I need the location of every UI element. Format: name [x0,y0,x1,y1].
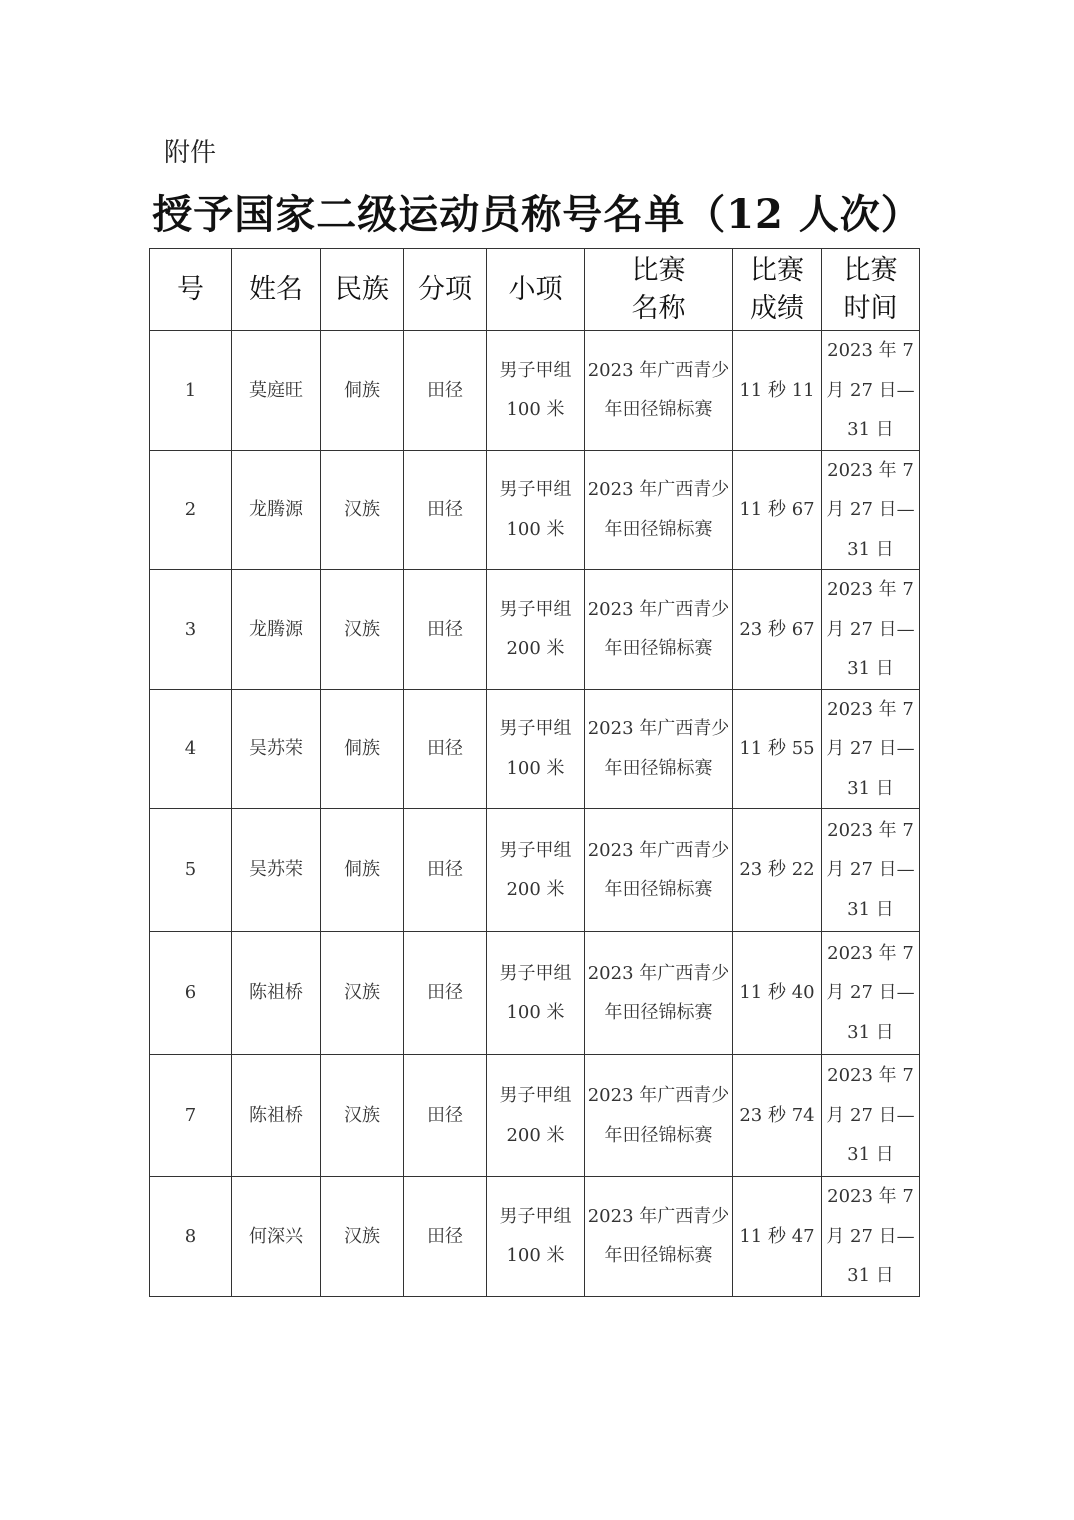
cell-result: 23 秒 22 [733,809,822,932]
cell-competition: 2023 年广西青少年田径锦标赛 [585,331,733,451]
header-name [232,249,321,331]
cell-ethnicity: 侗族 [321,809,404,932]
header-discipline [404,249,487,331]
cell-result: 23 秒 74 [733,1055,822,1177]
header-event [487,249,585,331]
document-title: 授予国家二级运动员称号名单（12 人次） [152,191,922,238]
cell-result: 11 秒 67 [733,450,822,570]
cell-no: 6 [150,932,232,1055]
cell-no: 3 [150,570,232,690]
header-line: 姓名 [249,273,303,305]
cell-discipline: 田径 [404,689,487,809]
cell-name: 陈祖桥 [232,932,321,1055]
header-line: 民族 [335,273,389,305]
cell-name: 陈祖桥 [232,1055,321,1177]
table-row [150,809,920,932]
table-row [150,1177,920,1297]
cell-no: 7 [150,1055,232,1177]
header-row [150,249,920,331]
cell-date: 2023 年 7 月 27 日—31 日 [822,570,920,690]
cell-discipline: 田径 [404,1055,487,1177]
cell-discipline: 田径 [404,331,487,451]
header-line: 比赛 [631,254,686,286]
cell-date: 2023 年 7 月 27 日—31 日 [822,1055,920,1177]
cell-event: 男子甲组 100 米 [487,689,585,809]
header-no [150,249,232,331]
header-competition [585,249,733,331]
cell-date: 2023 年 7 月 27 日—31 日 [822,1177,920,1297]
athlete-roster-table [149,248,920,1297]
cell-competition: 2023 年广西青少年田径锦标赛 [585,1177,733,1297]
cell-competition: 2023 年广西青少年田径锦标赛 [585,450,733,570]
cell-event: 男子甲组 200 米 [487,570,585,690]
cell-name: 龙腾源 [232,450,321,570]
cell-result: 23 秒 67 [733,570,822,690]
cell-event: 男子甲组 100 米 [487,1177,585,1297]
cell-ethnicity: 侗族 [321,331,404,451]
cell-ethnicity: 汉族 [321,1177,404,1297]
header-line: 成绩 [750,292,804,324]
cell-discipline: 田径 [404,809,487,932]
cell-event: 男子甲组 100 米 [487,932,585,1055]
cell-competition: 2023 年广西青少年田径锦标赛 [585,1055,733,1177]
table-body [150,331,920,1297]
table-row [150,570,920,690]
attachment-label: 附件 [164,138,217,168]
cell-competition: 2023 年广西青少年田径锦标赛 [585,932,733,1055]
cell-competition: 2023 年广西青少年田径锦标赛 [585,689,733,809]
table-row [150,689,920,809]
cell-ethnicity: 汉族 [321,570,404,690]
cell-result: 11 秒 11 [733,331,822,451]
header-line: 时间 [843,292,898,324]
cell-result: 11 秒 40 [733,932,822,1055]
cell-discipline: 田径 [404,450,487,570]
cell-event: 男子甲组 100 米 [487,331,585,451]
header-line: 名称 [631,292,686,324]
header-line: 分项 [418,273,472,305]
header-line: 比赛 [750,254,804,286]
cell-no: 8 [150,1177,232,1297]
cell-date: 2023 年 7 月 27 日—31 日 [822,689,920,809]
cell-name: 吴苏荣 [232,689,321,809]
cell-competition: 2023 年广西青少年田径锦标赛 [585,809,733,932]
cell-date: 2023 年 7 月 27 日—31 日 [822,932,920,1055]
cell-no: 1 [150,331,232,451]
cell-event: 男子甲组 100 米 [487,450,585,570]
header-ethnicity [321,249,404,331]
table-row [150,450,920,570]
table-row [150,932,920,1055]
cell-name: 莫庭旺 [232,331,321,451]
cell-discipline: 田径 [404,932,487,1055]
cell-name: 吴苏荣 [232,809,321,932]
cell-ethnicity: 汉族 [321,932,404,1055]
cell-name: 何深兴 [232,1177,321,1297]
cell-date: 2023 年 7 月 27 日—31 日 [822,331,920,451]
cell-ethnicity: 侗族 [321,689,404,809]
cell-ethnicity: 汉族 [321,1055,404,1177]
table-row [150,331,920,451]
cell-discipline: 田径 [404,570,487,690]
cell-event: 男子甲组 200 米 [487,1055,585,1177]
cell-date: 2023 年 7 月 27 日—31 日 [822,450,920,570]
header-result [733,249,822,331]
cell-event: 男子甲组 200 米 [487,809,585,932]
header-line: 小项 [508,273,563,305]
cell-result: 11 秒 55 [733,689,822,809]
cell-ethnicity: 汉族 [321,450,404,570]
cell-no: 2 [150,450,232,570]
cell-no: 5 [150,809,232,932]
cell-date: 2023 年 7 月 27 日—31 日 [822,809,920,932]
header-date [822,249,920,331]
header-line: 号 [177,273,204,305]
table-row [150,1055,920,1177]
header-line: 比赛 [843,254,898,286]
cell-no: 4 [150,689,232,809]
cell-discipline: 田径 [404,1177,487,1297]
cell-result: 11 秒 47 [733,1177,822,1297]
cell-name: 龙腾源 [232,570,321,690]
cell-competition: 2023 年广西青少年田径锦标赛 [585,570,733,690]
